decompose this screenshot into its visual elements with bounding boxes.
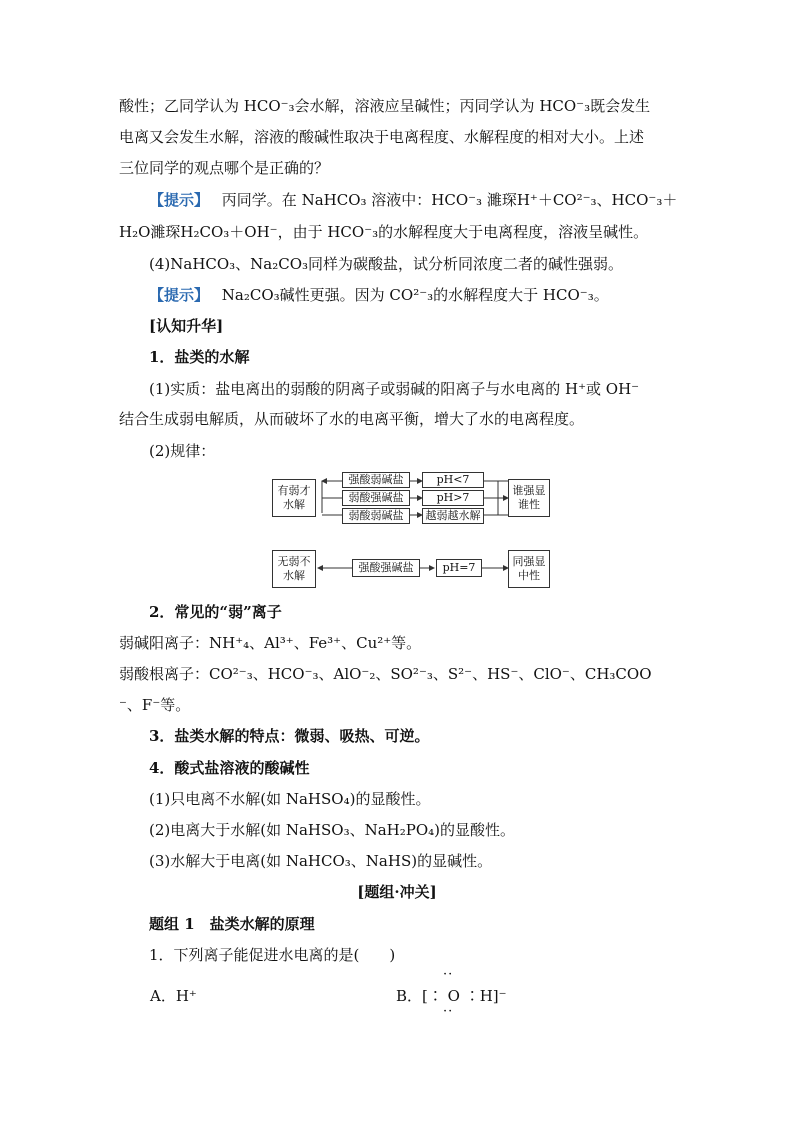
lewis-dots-top: ·· [443, 967, 454, 982]
hint-1-text: 丙同学。在 NaHCO₃ 溶液中：HCO⁻₃ 濉琛H⁺＋CO²⁻₃、HCO⁻₃＋ [221, 191, 678, 209]
s1-p1a: (1)实质：盐电离出的弱酸的阴离子或弱碱的阳离子与水电离的 H⁺或 OH⁻ [149, 380, 640, 398]
hint-2 [149, 284, 609, 306]
intro-line-1: 酸性；乙同学认为 HCO⁻₃会水解，溶液应呈碱性；丙同学认为 HCO⁻₃既会发生 [119, 97, 651, 115]
intro-line-3: 三位同学的观点哪个是正确的？ [119, 159, 330, 177]
hint-tag: 【提示】 [149, 191, 210, 209]
hint-1 [149, 189, 677, 211]
salt-weak-acid-weak-base: 弱酸弱碱盐 [342, 508, 410, 524]
group-1-title: 题组 1 盐类水解的原理 [149, 915, 315, 933]
s2-cations: 弱碱阳离子：NH⁺₄、Al³⁺、Fe³⁺、Cu²⁺等。 [119, 634, 422, 652]
lewis-dots-bottom: ·· [443, 1004, 454, 1019]
s4-p3: (3)水解大于电离(如 NaHCO₃、NaHS)的显碱性。 [149, 852, 493, 870]
section-heading: [认知升华] [149, 317, 224, 335]
group-header: [题组·冲关] [357, 883, 437, 901]
s4-p2: (2)电离大于水解(如 NaHSO₃、NaH₂PO₄)的显酸性。 [149, 821, 516, 839]
s1-p1b: 结合生成弱电解质，从而破坏了水的电离平衡，增大了水的电离程度。 [119, 410, 585, 428]
s4-p1: (1)只电离不水解(如 NaHSO₄)的显酸性。 [149, 790, 431, 808]
s1-p2: (2)规律： [149, 442, 216, 460]
salt-strong-acid-weak-base: 强酸弱碱盐 [342, 472, 410, 488]
hydrolysis-rule-diagram [270, 470, 552, 592]
question-1: 1．下列离子能促进水电离的是( ) [149, 946, 396, 964]
s4-title: 4．酸式盐溶液的酸碱性 [149, 759, 310, 777]
rule-right-top: 谁强显谁性 [508, 479, 550, 517]
option-b: B．[∶ O ∶H]⁻ [396, 987, 507, 1005]
s2-anions-b: ⁻、F⁻等。 [119, 696, 191, 714]
intro-line-2: 电离又会发生水解，溶液的酸碱性取决于电离程度、水解程度的相对大小。上述 [119, 128, 645, 146]
s3-title: 3．盐类水解的特点：微弱、吸热、可逆。 [149, 727, 430, 745]
salt-strong-acid-strong-base: 强酸强碱盐 [352, 559, 420, 577]
s2-title: 2．常见的“弱”离子 [149, 603, 282, 621]
ph-equal-7: pH=7 [436, 559, 482, 577]
salt-weak-acid-strong-base: 弱酸强碱盐 [342, 490, 410, 506]
rule-left-bottom: 无弱不水解 [272, 550, 316, 588]
hint-1-line-2: H₂O濉琛H₂CO₃＋OH⁻，由于 HCO⁻₃的水解程度大于电离程度，溶液呈碱性。 [119, 223, 649, 241]
hint-tag: 【提示】 [149, 286, 210, 304]
s2-anions-a: 弱酸根离子：CO²⁻₃、HCO⁻₃、AlO⁻₂、SO²⁻₃、S²⁻、HS⁻、ClO⁻、CH₃COO [119, 665, 652, 683]
option-a: A．H⁺ [150, 987, 197, 1005]
rule-left-top: 有弱才水解 [272, 479, 316, 517]
rule-right-bottom: 同强显中性 [508, 550, 550, 588]
ph-greater-7: pH>7 [422, 490, 484, 506]
s1-title: 1．盐类的水解 [149, 348, 250, 366]
question-4: (4)NaHCO₃、Na₂CO₃同样为碳酸盐，试分析同浓度二者的碱性强弱。 [149, 255, 624, 273]
ph-less-7: pH<7 [422, 472, 484, 488]
hint-2-text: Na₂CO₃碱性更强。因为 CO²⁻₃的水解程度大于 HCO⁻₃。 [221, 286, 609, 304]
weaker-more-hydrolysis: 越弱越水解 [422, 508, 484, 524]
